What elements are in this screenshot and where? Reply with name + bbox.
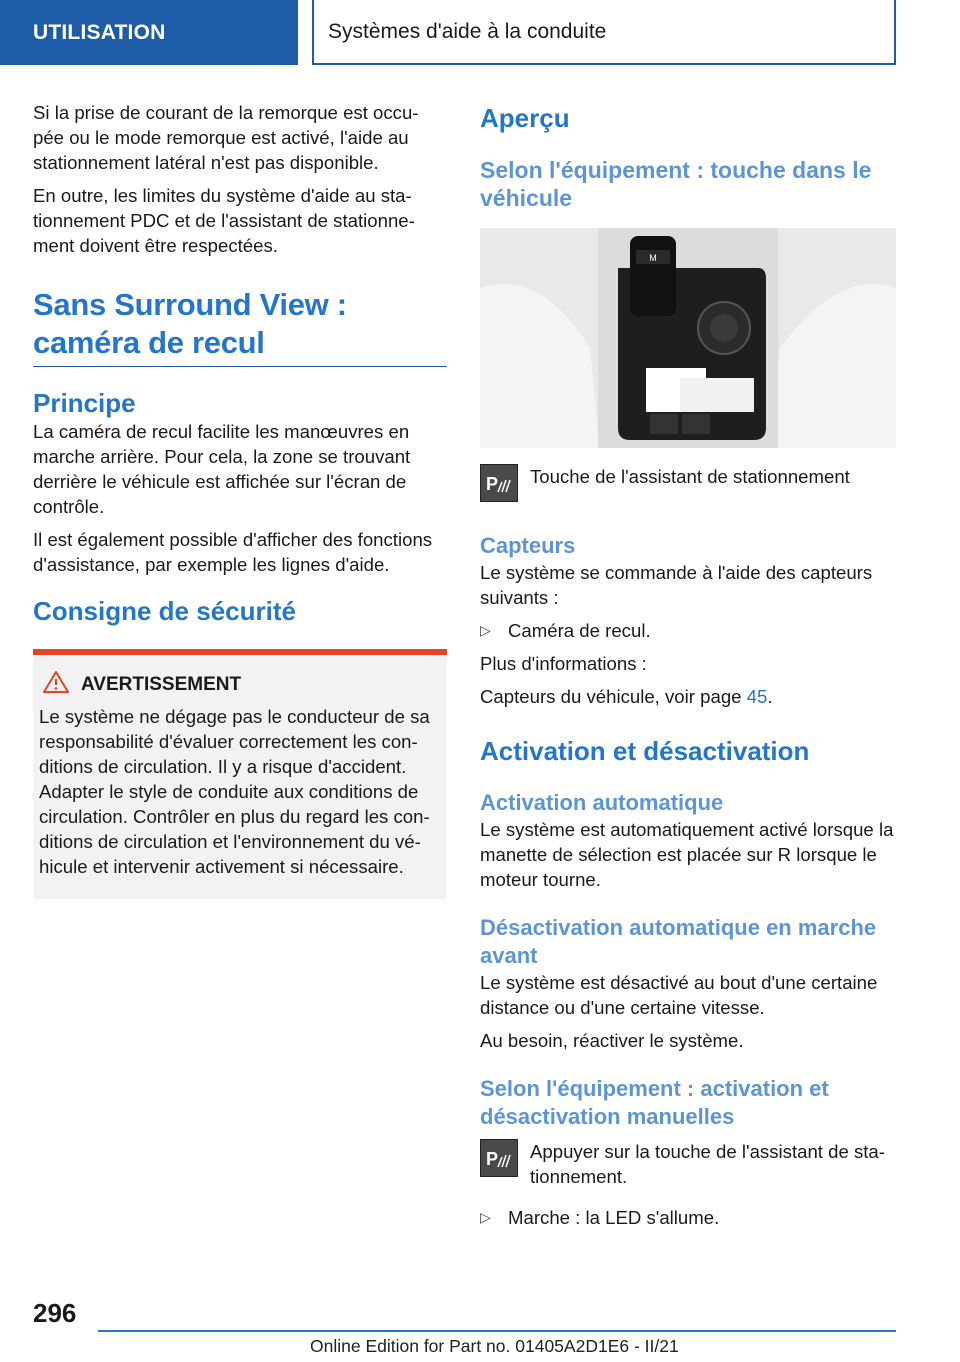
warning-triangle-icon bbox=[43, 671, 69, 698]
warning-header bbox=[43, 671, 441, 698]
manual-caption-row bbox=[480, 1139, 896, 1189]
main-heading-line-1: Sans Surround View : bbox=[33, 287, 347, 322]
main-heading-line-2: caméra de recul bbox=[33, 325, 265, 360]
activation-heading: Activation et désactivation bbox=[480, 736, 810, 766]
page-title: Systèmes d'aide à la conduite bbox=[312, 0, 896, 65]
capteurs-paragraph: Le système se commande à l'aide des capteurs suivants : bbox=[480, 562, 873, 608]
capteurs-heading: Capteurs bbox=[480, 533, 576, 558]
bullet-triangle-icon: ▷ bbox=[480, 1209, 491, 1225]
main-heading bbox=[33, 286, 447, 367]
capteurs-reference-text: Capteurs du véhicule, voir page bbox=[480, 686, 747, 707]
right-column bbox=[480, 102, 896, 1238]
auto-activation-heading: Activation automatique bbox=[480, 790, 724, 815]
capteurs-reference bbox=[480, 684, 896, 709]
svg-text:P: P bbox=[486, 474, 499, 494]
gear-selector-photo bbox=[480, 228, 896, 448]
principe-paragraph-2: Il est également possible d'afficher des fonctions d'assistance, par exemple les lignes d'aide. bbox=[33, 529, 433, 575]
desactivation-heading: Désactivation automatique en marche avant bbox=[480, 915, 877, 968]
principe-paragraph-1: La caméra de recul facilite les manœuvres en marche arrière. Pour cela, la zone se trouvant derrière le véhicule est affichée sur l'écran de contrôle. bbox=[33, 421, 411, 517]
manual-bullet bbox=[480, 1205, 896, 1238]
capteurs-bullet bbox=[480, 618, 896, 651]
intro-paragraph-2: En outre, les limites du système d'aide au sta-tionnement PDC et de l'assistant de stationne-ment doivent être respectées. bbox=[33, 185, 415, 256]
left-column bbox=[33, 100, 447, 899]
park-assist-caption: Touche de l'assistant de stationnement bbox=[530, 466, 850, 487]
auto-activation-paragraph: Le système est automatiquement activé lorsque la manette de sélection est placée sur R lorsque le moteur tourne. bbox=[480, 819, 894, 890]
page-link[interactable]: 45 bbox=[746, 686, 768, 707]
page-number: 296 bbox=[33, 1298, 77, 1328]
apercu-heading: Aperçu bbox=[480, 103, 570, 133]
intro-paragraph-1: Si la prise de courant de la remorque est occu-pée ou le mode remorque est activé, l'aide au stationnement latéral n'est pas disponible. bbox=[33, 102, 419, 173]
parking-assistant-icon bbox=[480, 464, 518, 502]
bullet-triangle-icon: ▷ bbox=[480, 622, 491, 638]
footer-edition: Online Edition for Part no. 01405A2D1E6 - II/21 bbox=[310, 1336, 679, 1356]
touche-heading: Selon l'équipement : touche dans le véhicule bbox=[480, 157, 872, 211]
parking-assistant-button-icon bbox=[480, 1139, 518, 1177]
warning-text: Le système ne dégage pas le conducteur de sa responsabilité d'évaluer correctement les con-ditions de circulation. Il y a risque d'accident. Adapter le style de conduite aux conditions de circulation. Contrôler en plus du regard les con-ditions de circulation et l'environnement du vé-hicule et intervenir activement si nécessaire. bbox=[39, 706, 430, 877]
manual-caption: Appuyer sur la touche de l'assistant de sta-tionnement. bbox=[530, 1141, 885, 1187]
plus-info-text: Plus d'informations : bbox=[480, 653, 647, 674]
capteurs-bullet-text: Caméra de recul. bbox=[508, 620, 651, 641]
warning-box bbox=[33, 649, 447, 899]
desactivation-paragraph-1: Le système est désactivé au bout d'une certaine distance ou d'une certaine vitesse. bbox=[480, 972, 878, 1018]
desactivation-paragraph-2: Au besoin, réactiver le système. bbox=[480, 1030, 744, 1051]
principe-heading: Principe bbox=[33, 388, 136, 418]
manual-heading: Selon l'équipement : activation et désactivation manuelles bbox=[480, 1076, 829, 1129]
manual-bullet-text: Marche : la LED s'allume. bbox=[508, 1207, 720, 1228]
park-assist-caption-row bbox=[480, 464, 896, 502]
svg-text:M: M bbox=[649, 253, 657, 263]
capteurs-reference-end: . bbox=[767, 686, 773, 707]
svg-text:P: P bbox=[486, 1149, 499, 1169]
footer-divider bbox=[98, 1330, 896, 1332]
warning-title: AVERTISSEMENT bbox=[81, 673, 242, 695]
consigne-heading: Consigne de sécurité bbox=[33, 596, 296, 626]
section-tab: UTILISATION bbox=[0, 0, 298, 65]
